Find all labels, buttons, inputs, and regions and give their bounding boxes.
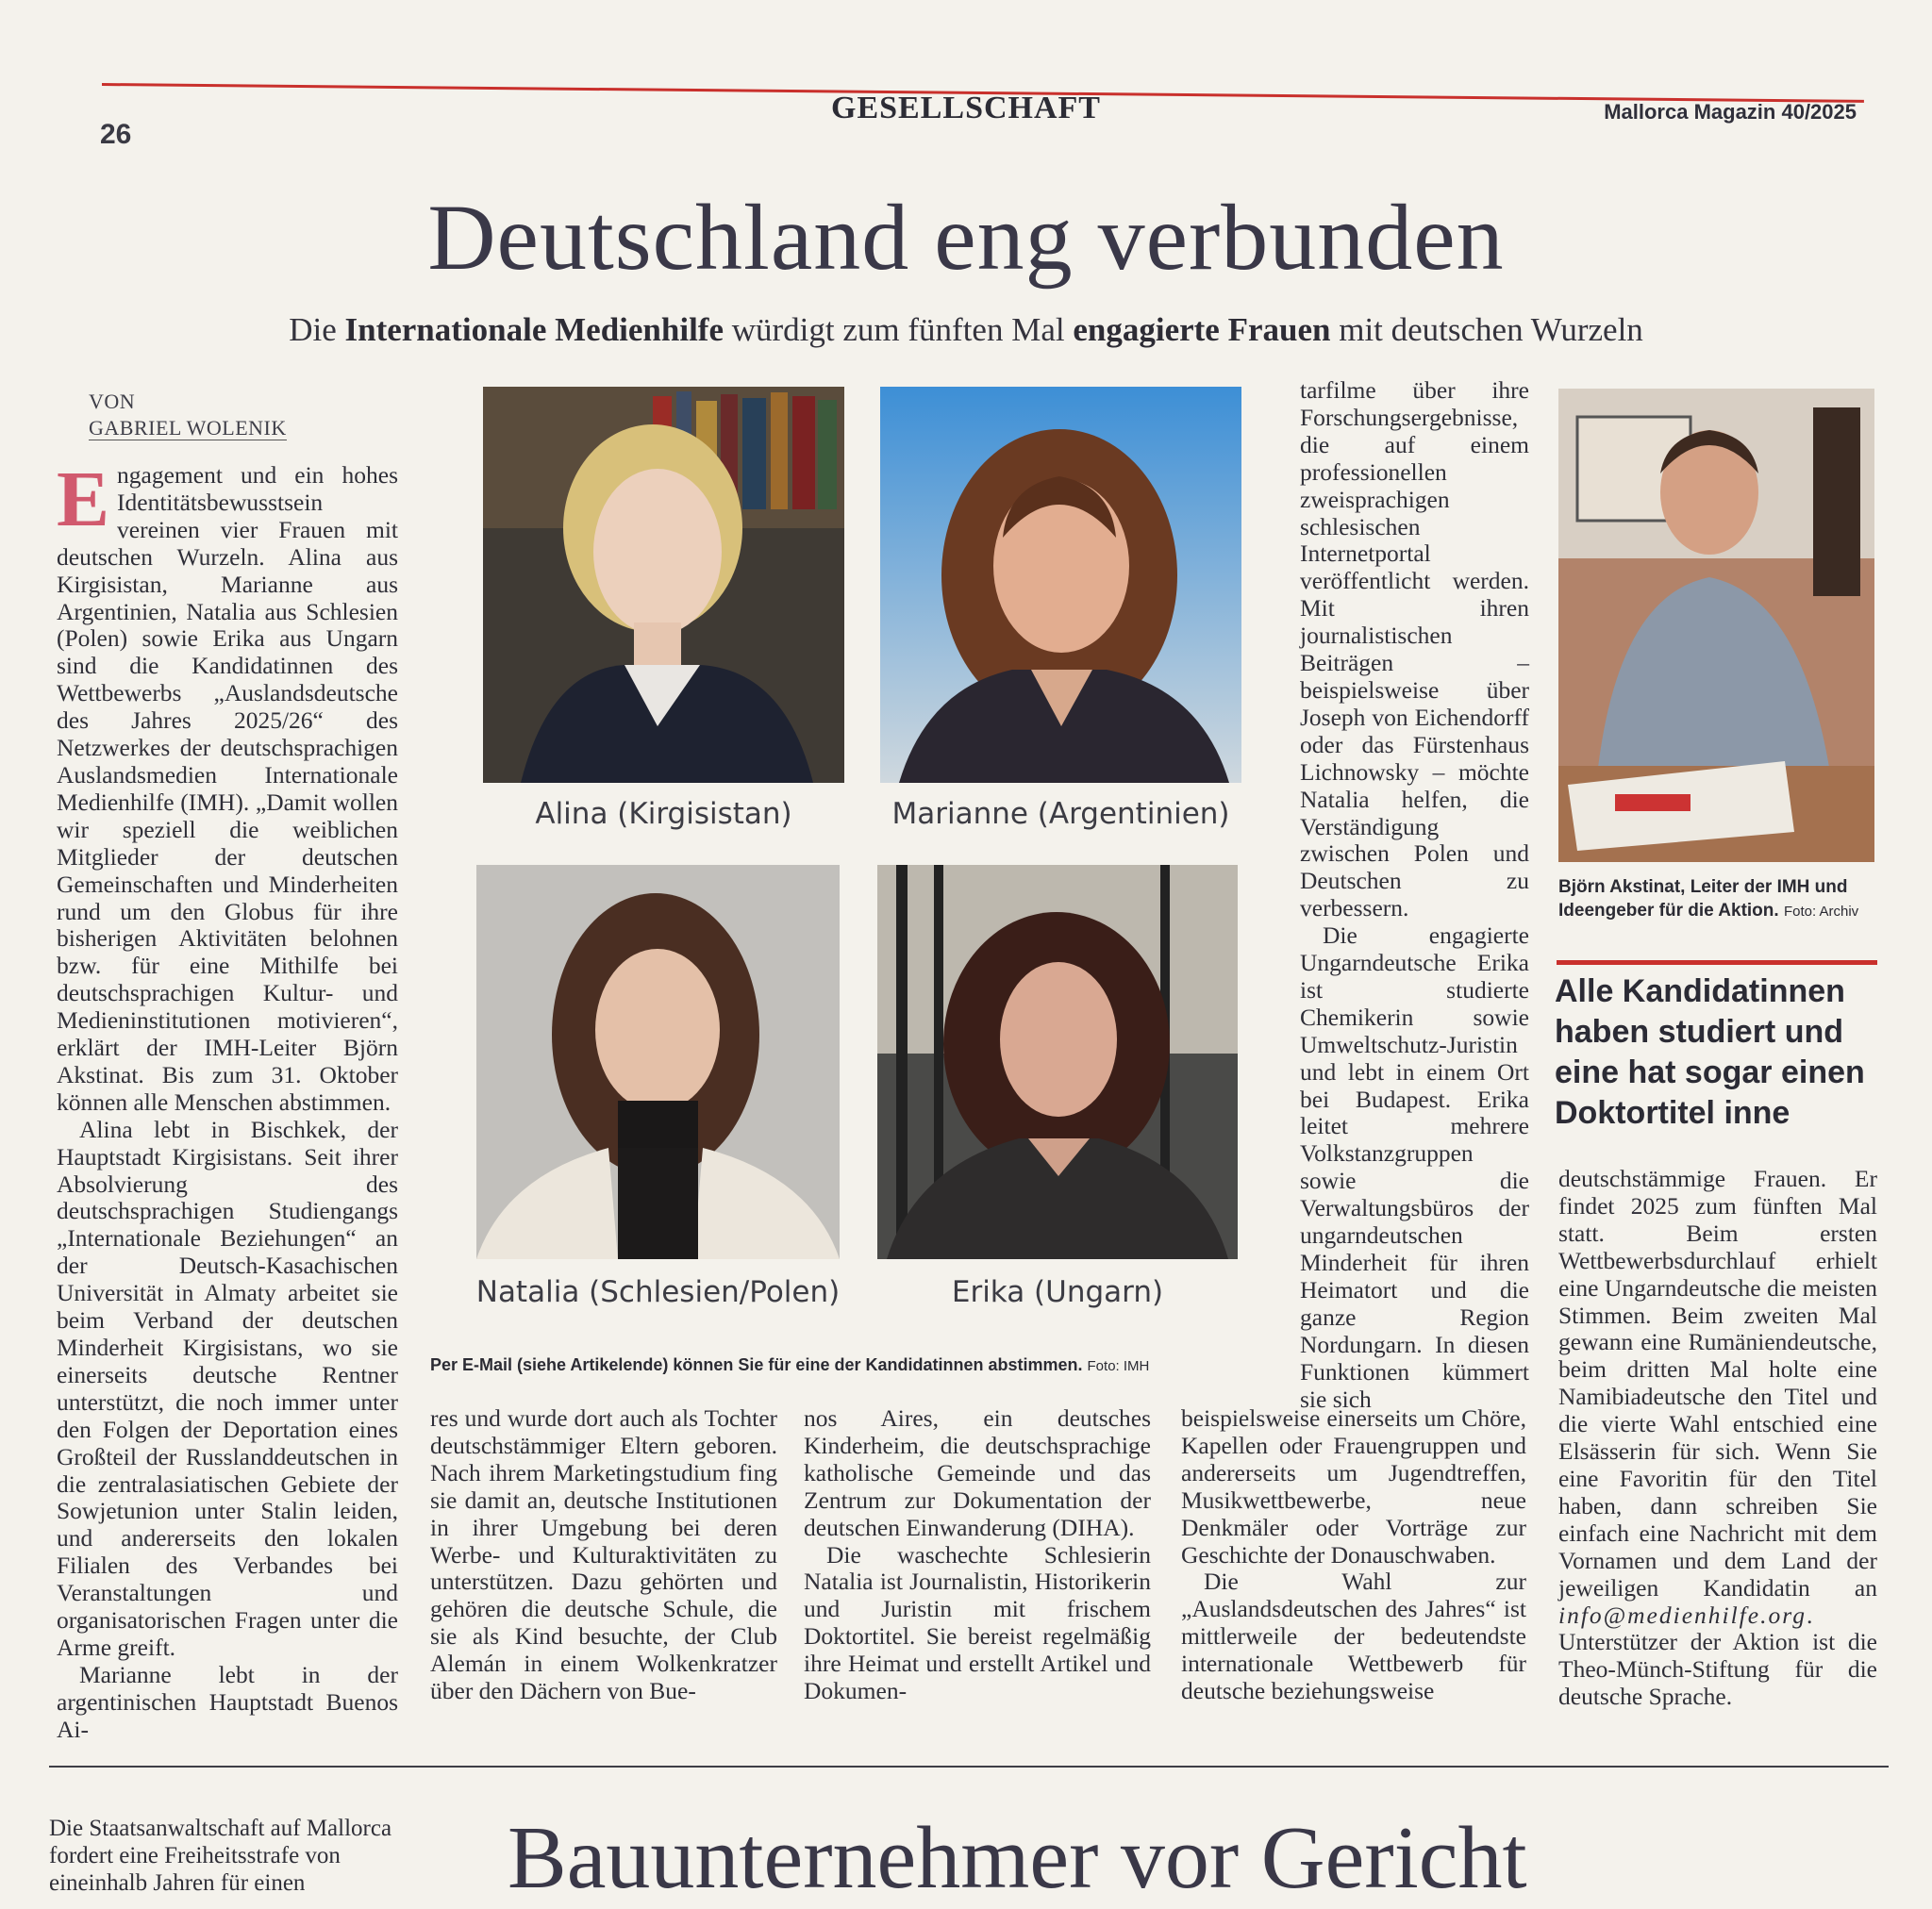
paragraph: ngagement und ein hohes Identitätsbewusstsein vereinen vier Frauen mit deutschen Wurzeln. Alina aus Kirgisistan, Marianne aus Argentinien, Natalia aus Schlesien (Polen) sowie Erika aus Ungarn sind die Kandidatinnen des Wettbewerbs „Auslandsdeutsche des Jahres 2025/26“ des Netzwerkes der deutschsprachigen Auslandsmedien Internationale Medienhilfe (IMH). „Damit wollen wir speziell die weiblichen Mitglieder der deutschen Gemeinschaften und Minderheiten rund um den Globus für ihre bisherigen Aktivitäten belohnen bzw. für eine Mithilfe bei deutschsprachigen Kultur- und Medieninstitutionen motivieren“, erklärt der IMH-Leiter Björn Akstinat. Bis zum 31. Oktober können alle Menschen abstimmen. xyxy=(57,461,398,1116)
paragraph: nos Aires, ein deutsches Kinderheim, die deutschsprachige katholische Gemeinde und das Zentrum zur Dokumentation der deutschen Einwanderung (DIHA). xyxy=(804,1404,1151,1541)
photo-grid-caption xyxy=(430,1355,1241,1375)
subheadline-part: würdigt zum fünften Mal xyxy=(724,311,1074,348)
article-column-5 xyxy=(1558,1166,1877,1711)
side-photo-caption-text: Björn Akstinat, Leiter der IMH und Ideengeber für die Aktion. xyxy=(1558,877,1848,921)
article-column-2 xyxy=(430,1405,777,1705)
article-column-4 xyxy=(1300,377,1529,1413)
side-photo-caption xyxy=(1558,875,1879,922)
photo-grid-caption-text: Per E-Mail (siehe Artikelende) können Sie für eine der Kandidatinnen abstimmen. xyxy=(430,1355,1083,1374)
subheadline-bold: Internationale Medienhilfe xyxy=(344,311,724,348)
paragraph: Die Wahl zur „Auslandsdeutschen des Jahres“ ist mittlerweile der bedeutendste internationale Wettbewerb für deutsche beziehungsweise xyxy=(1181,1568,1526,1705)
subheadline-bold: engagierte Frauen xyxy=(1073,311,1331,348)
photo-caption-marianne: Marianne (Argentinien) xyxy=(891,797,1230,831)
article-column-3 xyxy=(804,1405,1151,1705)
byline-von: VON xyxy=(89,390,136,413)
page-number: 26 xyxy=(100,119,132,150)
email-address: info@medienhilfe.org xyxy=(1558,1601,1807,1629)
photo-natalia xyxy=(476,865,840,1259)
pull-quote-rule xyxy=(1557,960,1877,965)
next-article-headline: Bauunternehmer vor Gericht xyxy=(508,1809,1527,1907)
paragraph: res und wurde dort auch als Tochter deutschstämmiger Eltern geboren. Nach ihrem Marketingstudium fing sie damit an, deutsche Institutionen in ihrer Umgebung bei deren Werbe- und Kulturaktivitäten zu unterstützen. Dazu gehörten und gehören die deutsche Schule, die sie als Kind besuchte, der Club Alemán in einem Wolkenkratzer über den Dächern von Bue- xyxy=(430,1404,777,1705)
article-divider xyxy=(49,1766,1889,1768)
section-title: GESELLSCHAFT xyxy=(831,91,1101,125)
photo-caption-alina: Alina (Kirgisistan) xyxy=(535,797,792,831)
paragraph: beispielsweise einerseits um Chöre, Kapellen oder Frauengruppen und andererseits um Jugendtreffen, Musikwettbewerbe, neue Denkmäler oder Vorträge zur Geschichte der Donauschwaben. xyxy=(1181,1404,1526,1569)
byline xyxy=(89,389,287,441)
side-photo-credit: Foto: Archiv xyxy=(1783,904,1859,920)
subheadline xyxy=(0,311,1932,349)
photo-erika xyxy=(877,865,1238,1259)
paragraph: Alina lebt in Bischkek, der Hauptstadt Kirgisistans. Seit ihrer Absolvierung des deutschsprachigen Studiengangs „Internationale Beziehungen“ an der Deutsch-Kasachischen Universität in Almaty arbeitet sie beim Verband der deutschen Minderheit Kirgisistans, wo sie einerseits deutsche Rentner unterstützt, die noch immer unter den Folgen der Deportation eines Großteil der Russlanddeutschen in die zentralasiatischen Gebiete der Sowjetunion unter Stalin leiden, und andererseits den lokalen Filialen des Verbandes bei Veranstaltungen und organisatorischen Fragen unter die Arme greift. xyxy=(57,1115,398,1661)
paragraph: . Unterstützer der Aktion ist die Theo-Münch-Stiftung für die deutsche Sprache. xyxy=(1558,1601,1877,1711)
paragraph: Die engagierte Ungarndeutsche Erika ist studierte Chemikerin sowie Umweltschutz-Juristin und lebt in einem Ort bei Budapest. Erika leitet mehrere Volkstanzgruppen sowie die Verwaltungsbüros der ungarndeutschen Minderheit für ihren Heimatort und die ganze Region Nordungarn. In diesen Funktionen kümmert sie sich xyxy=(1300,921,1529,1413)
paragraph: Marianne lebt in der argentinischen Hauptstadt Buenos Ai- xyxy=(57,1660,398,1743)
photo-marianne xyxy=(880,387,1241,783)
subheadline-part: Die xyxy=(289,311,345,348)
paragraph: tarfilme über ihre Forschungsergebnisse, die auf einem professionellen zweisprachigen schlesischen Internetportal veröffentlicht werden. Mit ihren journalistischen Beiträgen – beispielsweise über Joseph von Eichendorff oder das Fürstenhaus Lichnowsky – möchte Natalia helfen, die Verständigung zwischen Polen und Deutschen zu verbessern. xyxy=(1300,376,1529,922)
subheadline-part: mit deutschen Wurzeln xyxy=(1330,311,1643,348)
next-article-teaser: Die Staatsanwaltschaft auf Mallorca fordert eine Freiheitsstrafe von eineinhalb Jahren für einen xyxy=(49,1816,392,1896)
photo-grid-credit: Foto: IMH xyxy=(1087,1358,1150,1374)
headline: Deutschland eng verbunden xyxy=(427,185,1505,290)
photo-bjoern-akstinat xyxy=(1558,389,1874,862)
paragraph: Die waschechte Schlesierin Natalia ist Journalistin, Historikerin und Juristin mit frischem Doktortitel. Sie bereist regelmäßig ihre Heimat und erstellt Artikel und Dokumen- xyxy=(804,1540,1151,1705)
article-column-4b xyxy=(1181,1405,1526,1705)
photo-alina xyxy=(483,387,844,783)
photo-caption-natalia: Natalia (Schlesien/Polen) xyxy=(475,1275,841,1309)
photo-caption-erika: Erika (Ungarn) xyxy=(951,1275,1164,1309)
byline-author: GABRIEL WOLENIK xyxy=(89,416,287,440)
drop-cap: E xyxy=(57,456,110,543)
article-column-1 xyxy=(57,456,398,1744)
pull-quote: Alle Kandidatinnen haben studiert und eine hat sogar einen Doktortitel inne xyxy=(1555,973,1865,1131)
magazine-issue: Mallorca Magazin 40/2025 xyxy=(1604,100,1857,124)
paragraph: deutschstämmige Frauen. Er findet 2025 zum fünften Mal statt. Beim ersten Wettbewerbsdurchlauf erhielt eine Ungarndeutsche die meisten Stimmen. Beim zweiten Mal gewann eine Rumäniendeutsche, beim dritten Mal holte eine Namibiadeutsche den Titel und die vierte Wahl entschied eine Elsässerin für sich. Wenn Sie eine Favoritin für den Titel haben, dann schreiben Sie einfach eine Nachricht mit dem Vornamen und dem Land der jeweiligen Kandidatin an xyxy=(1558,1165,1877,1602)
